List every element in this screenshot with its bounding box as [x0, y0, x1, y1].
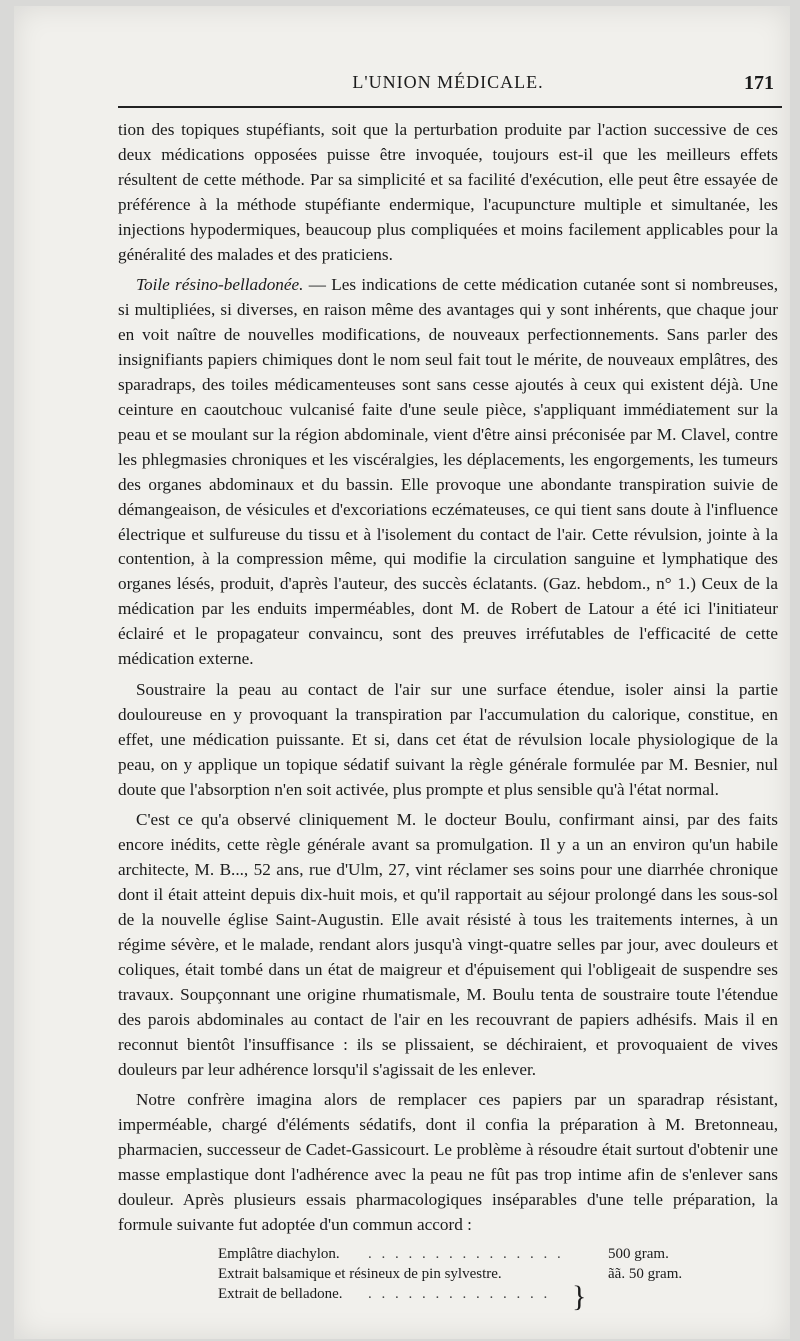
journal-title: L'UNION MÉDICALE. — [352, 72, 544, 92]
paragraph-toile — [118, 273, 778, 672]
paragraph-notre-confrere: Notre confrère imagina alors de remplacer ces papiers par un sparadrap résistant, imperméable, chargé d'éléments sédatifs, dont il confia la préparation à M. Bretonneau, pharmacien, successeur de Cadet-Gassicourt. Le problème à résoudre était surtout d'obtenir une masse emplastique dont l'adhérence avec la peau ne fût pas trop intime afin de s'enlever sans douleur. Après plusieurs essais pharmacologiques inséparables d'une telle préparation, la formule suivante fut adoptée d'un commun accord : — [118, 1090, 778, 1234]
running-header — [118, 72, 778, 102]
page — [14, 6, 790, 1339]
leader-dots: . . . . . . . . . . . . . . . — [368, 1245, 564, 1262]
article-body — [118, 118, 778, 1313]
header-rule — [118, 106, 782, 108]
formula-list — [218, 1244, 778, 1313]
paragraph-soustraire: Soustraire la peau au contact de l'air sur une surface étendue, isoler ainsi la partie douloureuse en y provoquant la transpiration par l'accumulation du calorique, constitue, en effet, une médication puissante. Et si, dans cet état de révulsion locale physiologique de la peau, on y applique un topique sédatif suivant la règle générale formulée par M. Besnier, nul doute que l'absorption n'en soit activée, plus prompte et plus sensible qu'à l'état normal. — [118, 679, 778, 799]
section-lead: Toile résino-belladonée. — [136, 275, 304, 295]
leader-dots: . . . . . . . . . . . . . . — [368, 1285, 551, 1302]
ingredient: Extrait de belladone. — [218, 1285, 343, 1302]
ingredient: Emplâtre diachylon. — [218, 1245, 340, 1262]
amount: 500 gram. — [608, 1245, 669, 1262]
shared-amount: ãã. 50 gram. — [608, 1265, 683, 1282]
paragraph-text: — Les indications de cette médication cutanée sont si nombreuses, si multipliées, si diverses, en raison même des avantages qui y sont inhérents, que chaque jour en voit naître de nouvelles modifications, de nouveaux perfectionnements. Sans parler des insignifiants papiers chimiques dont le nom seul fait tout le mérite, de nouveaux emplâtres, des sparadraps, des toiles médicamenteuses sont sans cesse ajoutés à ceux qui existent déjà. Une ceinture en caoutchouc vulcanisé faite d'une seule pièce, s'appliquant immédiatement sur la peau et se moulant sur la région abdominale, vient d'être ainsi préconisée par M. Clavel, contre les phlegmasies chroniques et les viscéralgies, les déplacements, les engorgements, les tumeurs des organes abdominaux et du bassin. Elle provoque une abondante transpiration suivie de démangeaison, de vésicules et d'excoriations eczémateuses, ce qui tient sans doute à l'influence électrique et sulfureuse du tissu et à l'isolement du contact de l'air. Cette révulsion, jointe à la contention, à la compression même, qui modifie la circulation sanguine et lymphatique des organes lésés, produit, d'après l'auteur, des succès éclatants. (Gaz. hebdom., n° 1.) Ceux de la médication par les enduits imperméables, dont M. de Robert de Latour a été ici l'initiateur éclairé et le propagateur convaincu, sont des preuves irréfutables de l'efficacité de cette médication externe. — [118, 275, 778, 669]
formula-row — [218, 1284, 778, 1304]
brace: } — [572, 1279, 587, 1313]
formula-row — [218, 1244, 778, 1264]
paragraph-boulu: C'est ce qu'a observé cliniquement M. le docteur Boulu, confirmant ainsi, par des faits encore inédits, cette règle générale avant sa promulgation. Il y a un an environ qu'un habile architecte, M. B..., 52 ans, rue d'Ulm, 27, vint réclamer ses soins pour une diarrhée chronique dont il était atteint depuis dix-huit mois, et qu'il rapportait au séjour prolongé dans les sous-sol de la nouvelle église Saint-Augustin. Elle avait résisté à tous les traitements internes, à un régime sévère, et le malade, rendant alors jusqu'à vingt-quatre selles par jour, avec douleurs et coliques, était tombé dans un état de maigreur et d'épuisement qui l'obligeait de suspendre ses travaux. Soupçonnant une origine rhumatismale, M. Boulu tenta de soustraire toute l'étendue des parois abdominales au contact de l'air en les recouvrant de papiers adhésifs. Mais il en reconnut bientôt l'insuffisance : ils se plissaient, se déchiraient, et provoquaient de vives douleurs par leur adhérence lorsqu'il s'agissait de les enlever. — [118, 810, 778, 1079]
ingredient: Extrait balsamique et résineux de pin sylvestre. — [218, 1265, 502, 1282]
page-number: 171 — [744, 72, 774, 94]
paragraph-continuation: tion des topiques stupéfiants, soit que la perturbation produite par l'action successive de ces deux médications opposées puisse être invoquée, toujours est-il que les meilleurs effets résultent de cette méthode. Par sa simplicité et sa facilité d'exécution, elle peut être essayée de préférence à la méthode stupéfiante endermique, l'acupuncture multiple et simultanée, les injections hypodermiques, beaucoup plus compliquées et moins facilement applicables pour la généralité des malades et des praticiens. — [118, 120, 778, 264]
